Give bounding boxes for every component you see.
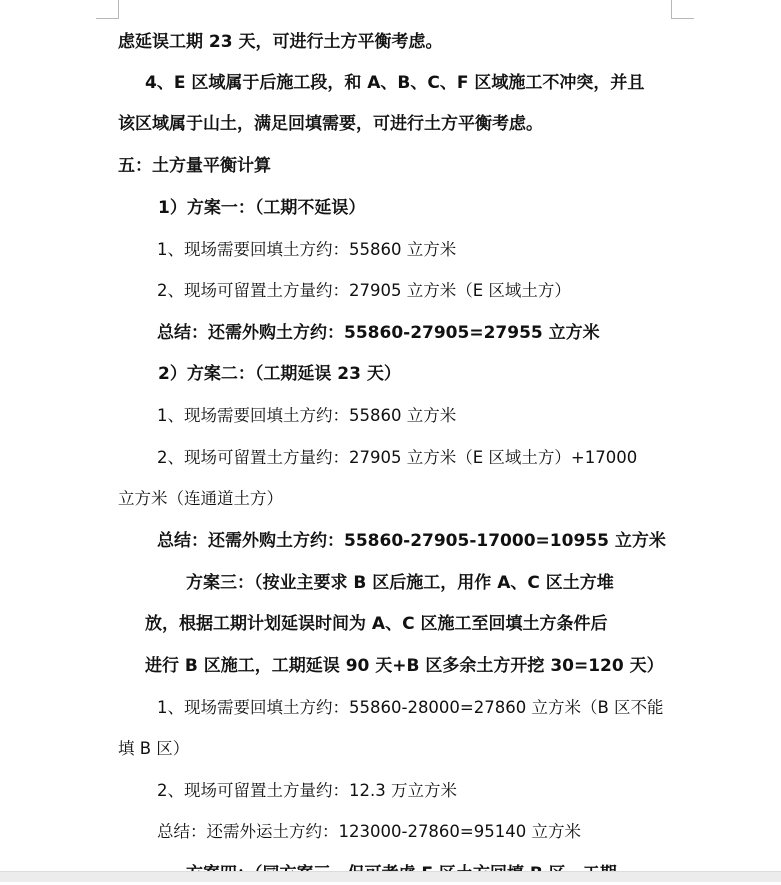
- list-item-continuation: 立方米（连通道土方）: [118, 489, 283, 508]
- list-item: 2、现场可留置土方量约：12.3 万立方米: [157, 781, 457, 800]
- page-bottom-edge: [0, 871, 781, 882]
- summary-line: 总结：还需外购土方约：55860-27905=27955 立方米: [157, 323, 600, 343]
- paragraph-line: 4、E 区域属于后施工段，和 A、B、C、F 区域施工不冲突，并且: [145, 73, 645, 93]
- section-heading: 五：土方量平衡计算: [118, 156, 271, 176]
- list-item: 2、现场可留置土方量约：27905 立方米（E 区域土方）: [157, 281, 571, 300]
- plan-heading: 2）方案二：（工期延误 23 天）: [158, 364, 401, 384]
- list-item: 2、现场可留置土方量约：27905 立方米（E 区域土方）+17000: [157, 448, 638, 467]
- list-item: 1、现场需要回填土方约：55860-28000=27860 立方米（B 区不能: [157, 698, 664, 717]
- page-corner-mark-left: [96, 0, 119, 19]
- plan-heading-continuation: 进行 B 区施工，工期延误 90 天+B 区多余土方开挖 30=120 天）: [145, 656, 664, 676]
- plan-heading: 1）方案一：（工期不延误）: [158, 198, 366, 218]
- list-item: 1、现场需要回填土方约：55860 立方米: [157, 406, 457, 425]
- summary-line: 总结：还需外购土方约：55860-27905-17000=10955 立方米: [157, 531, 666, 551]
- page-corner-mark-right: [671, 0, 694, 19]
- paragraph-line: 该区域属于山土，满足回填需要，可进行土方平衡考虑。: [118, 114, 543, 134]
- list-item-continuation: 填 B 区）: [118, 739, 190, 758]
- paragraph-line: 虑延误工期 23 天，可进行土方平衡考虑。: [118, 32, 443, 52]
- plan-heading-continuation: 放，根据工期计划延误时间为 A、C 区施工至回填土方条件后: [145, 614, 608, 634]
- summary-line: 总结：还需外运土方约：123000-27860=95140 立方米: [157, 822, 581, 841]
- plan-heading: 方案三：（按业主要求 B 区后施工，用作 A、C 区土方堆: [186, 573, 614, 593]
- list-item: 1、现场需要回填土方约：55860 立方米: [157, 240, 457, 259]
